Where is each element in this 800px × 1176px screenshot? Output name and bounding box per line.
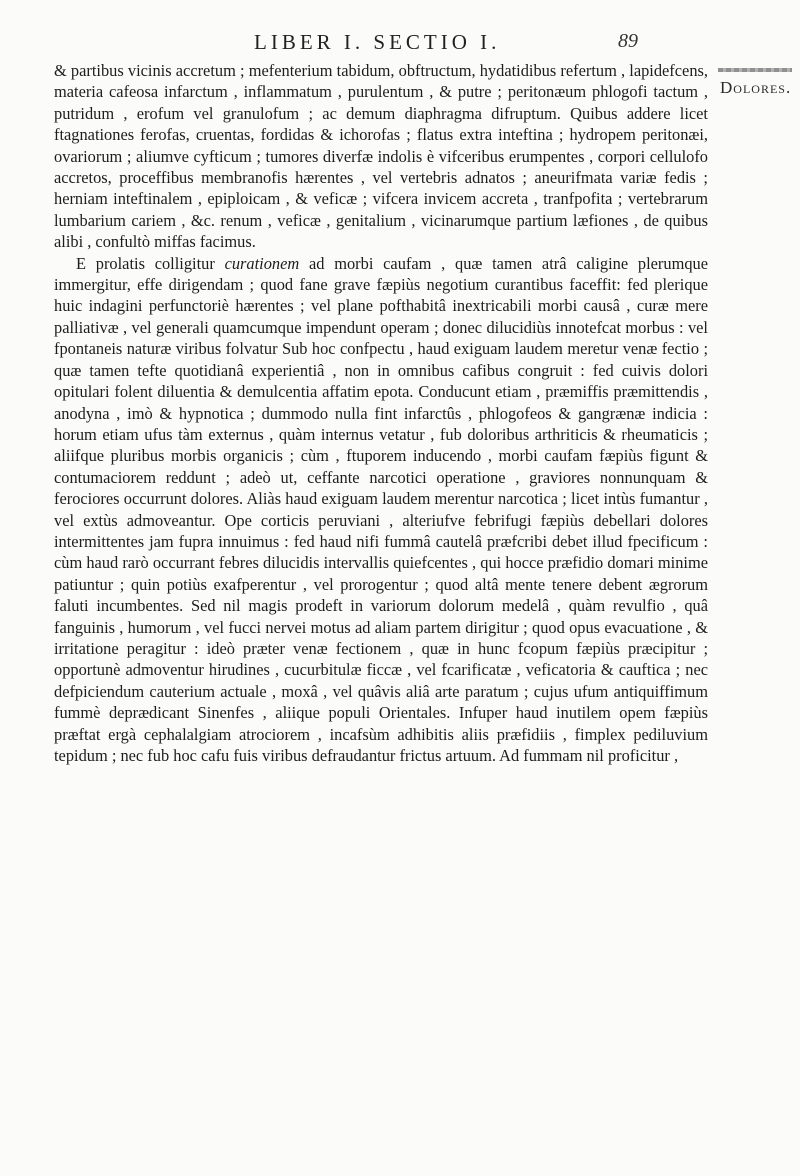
body-text (54, 60, 708, 766)
paragraph-2-lead: E prolatis colligitur (76, 253, 225, 273)
paragraph-2-emphasis: curationem (224, 253, 300, 273)
paragraph-1 (54, 60, 708, 253)
page-header (54, 12, 774, 52)
margin-note: Dolores. (720, 78, 792, 97)
page-number: 89 (618, 30, 638, 52)
paragraph-1-text: & partibus vicinis accretum ; mefenterium tabidum, obftructum, hydatidibus refertum , lapidefcens, materia cafeosa infarctum , inflammatum , purulentum , & putre ; peritonæum phlogofi tactum , putridum , erofum vel granulofum ; ac demum diaphragma difruptum. Quibus addere licet ftagnationes ferofas, cruentas, fordidas & ichorofas ; flatus extra inteftina ; hydropem peritonæi, ovariorum ; aliumve cyfticum ; tumores diverfæ indolis è vifceribus erumpentes , corpori cellulofo accretos, proceffibus membranofis hærentes , vel vertebris adnatos ; aneurifmata variæ fedis ; herniam inteftinalem , epiploicam , & veficæ ; vifcera invicem accreta , tranfpofita ; vertebrarum lumbarium cariem , &c. renum , veficæ , genitalium , vicinarumque partium læfiones , de quibus alibi , confultò miffas facimus. (54, 61, 708, 252)
margin-rule (718, 68, 792, 72)
paragraph-2 (54, 253, 708, 767)
running-title: LIBER I. SECTIO I. (254, 30, 501, 54)
paragraph-2-rest: ad morbi caufam , quæ tamen atrâ caligine plerumque immergitur, effe dirigendam ; quod fane grave fæpiùs negotium curantibus faceffit: fed plerique huic indagini perfunctoriè hærentes ; vel plane pofthabitâ inextricabili morbi causâ , curæ mere palliativæ , vel generali quamcumque impendunt operam ; donec dilucidiùs innotefcat morbus : vel fpontaneis naturæ viribus folvatur Sub hoc confpectu , haud exiguam laudem meretur venæ fectio ; quæ tamen tefte quotidianâ experientiâ , non in omnibus cafibus congruit : fed cuivis dolori opitulari folent diluentia & demulcentia affatim epota. Conducunt etiam , præmiffis præmittendis , anodyna , imò & hypnotica ; dummodo nulla fint infarctûs , phlogofeos & gangrænæ indicia : horum etiam ufus tàm externus , quàm internus vetatur , fub doloribus arthriticis & rheumaticis ; aliifque pluribus morbis organicis ; cùm , ftuporem inducendo , morbi caufam fæpiùs figunt & contumaciorem reddunt ; adeò ut, ceffante narcotici operatione , graviores nonnunquam & ferociores occurrunt dolores. Aliàs haud exiguam laudem merentur narcotica ; licet intùs fumantur , vel extùs admoveantur. Ope corticis peruviani , alteriufve febrifugi fæpiùs debellari dolores intermittentes jam fupra innuimus : fed haud nifi fummâ cautelâ præfcribi debet illud fpecificum : cùm haud rarò occurrant febres dilucidis intervallis quiefcentes , qui hocce præfidio domari minime patiuntur ; quin potiùs exafperentur , vel prorogentur ; quod altâ mente tenere debent ægrorum faluti incumbentes. Sed nil magis prodeft in variorum dolorum medelâ , quàm revulfio , quâ fanguinis , humorum , vel fucci nervei motus ad aliam partem dirigitur ; quod opus evacuatione , & irritatione peragitur : ideò præter venæ fectionem , quæ in hunc fcopum fæpiùs præcipitur ; opportunè admoventur hirudines , cucurbitulæ ficcæ , vel fcarificatæ , veficatoria & cauftica ; nec defpiciendum cauterium actuale , moxâ , vel quâvis aliâ arte paratum ; cujus ufum antiquiffimum fummè deprædicant Sinenfes , aliique populi Orientales. Infuper haud inutilem opem fæpiùs præftat ergà cephalalgiam atrociorem , incafsùm adhibitis aliis præfidiis , fimplex pediluvium tepidum ; nec fub hoc cafu fuis viribus defraudantur frictus artuum. Ad fummam nil proficitur , (54, 253, 708, 765)
